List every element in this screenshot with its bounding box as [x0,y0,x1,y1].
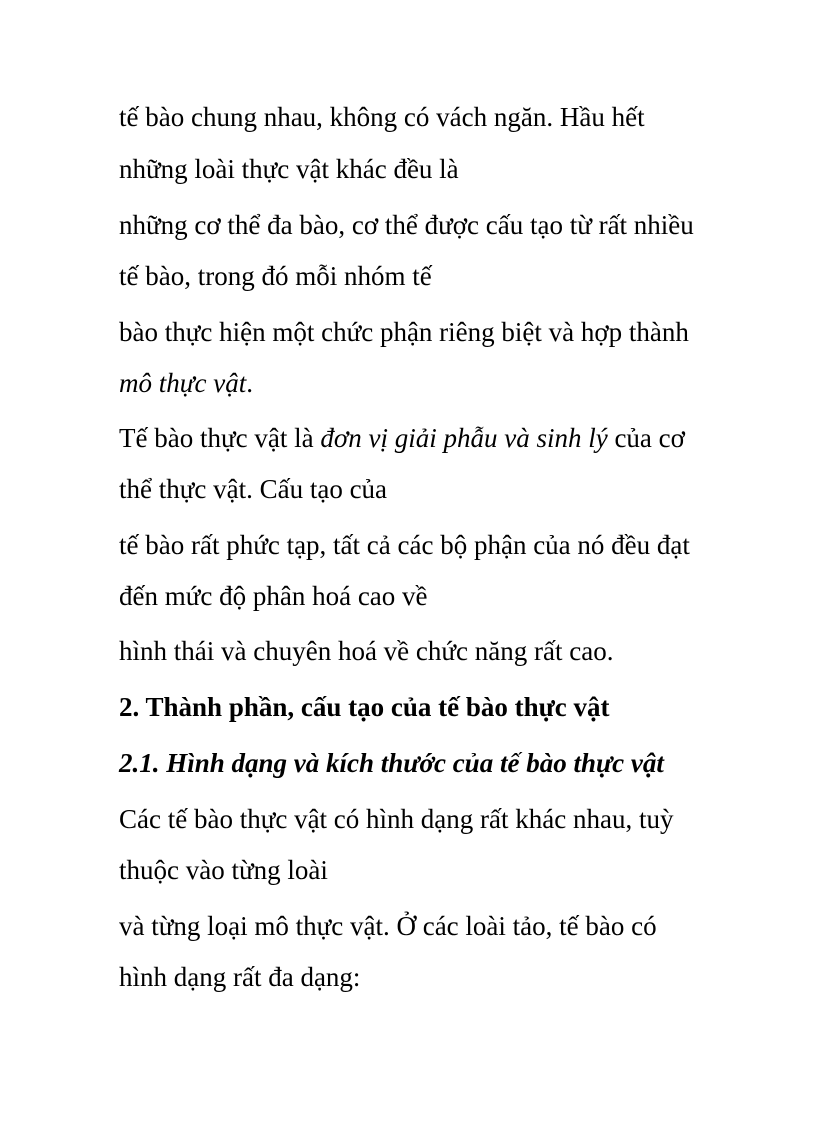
paragraph-4-post: của cơ [607,423,685,453]
paragraph-8-line-2: hình dạng rất đa dạng: [119,962,361,992]
paragraph-4-line-2: thể thực vật. Cấu tạo của [119,474,388,504]
paragraph-7-line-2: thuộc vào từng loài [119,855,328,885]
section-heading: 2. Thành phần, cấu tạo của tế bào thực vật [119,692,610,722]
paragraph-1-line-2: những loài thực vật khác đều là [119,154,459,184]
paragraph-2-line-1: những cơ thể đa bào, cơ thể được cấu tạo từ rất nhiều [119,210,694,240]
subsection-heading: 2.1. Hình dạng và kích thước của tế bào thực vật [119,748,664,778]
paragraph-3-line-1: bào thực hiện một chức phận riêng biệt và hợp thành [119,317,689,347]
paragraph-5-line-1: tế bào rất phức tạp, tất cả các bộ phận của nó đều đạt [119,530,690,560]
paragraph-3-line-2 [119,366,253,400]
period: . [246,368,253,398]
paragraph-6-line-1: hình thái và chuyên hoá về chức năng rất cao. [119,636,614,666]
paragraph-8-line-1: và từng loại mô thực vật. Ở các loài tảo, tế bào có [119,911,657,941]
paragraph-1-line-1: tế bào chung nhau, không có vách ngăn. Hầu hết [119,102,645,132]
term-don-vi: đơn vị giải phẫu và sinh lý [320,423,608,453]
term-mo-thuc-vat: mô thực vật [119,368,247,398]
paragraph-4-line-1 [119,421,685,455]
paragraph-5-line-2: đến mức độ phân hoá cao về [119,581,428,611]
paragraph-4-pre: Tế bào thực vật là [119,423,321,453]
paragraph-7-line-1: Các tế bào thực vật có hình dạng rất khác nhau, tuỳ [119,804,674,834]
paragraph-2-line-2: tế bào, trong đó mỗi nhóm tế [119,261,432,291]
